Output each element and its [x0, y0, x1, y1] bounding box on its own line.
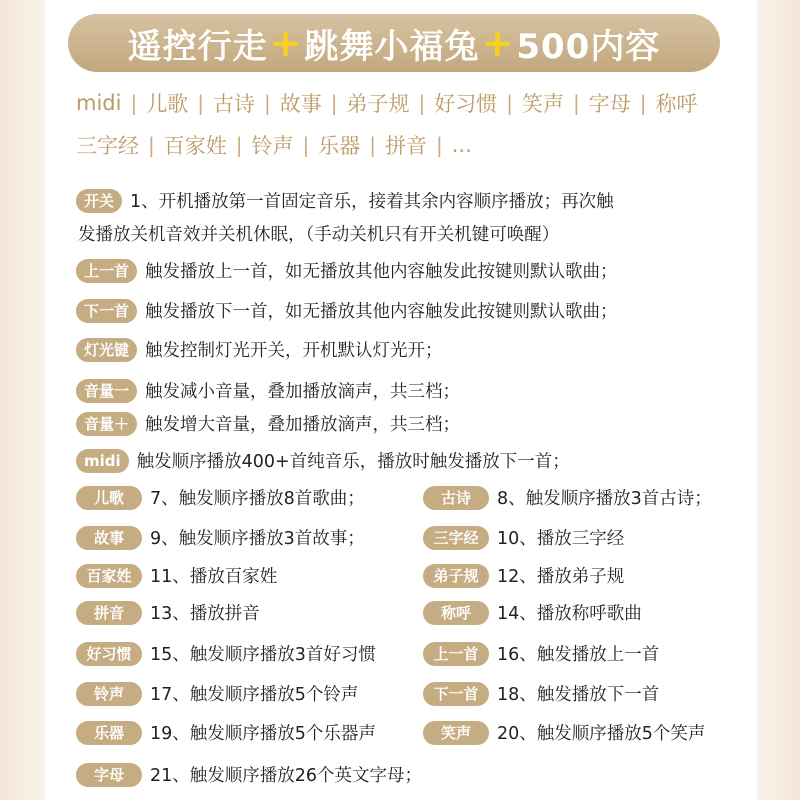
item-description: 7、触发顺序播放8首歌曲；: [150, 489, 365, 509]
list-item: [76, 448, 570, 473]
key-tag: 儿歌: [76, 486, 142, 510]
list-item: [76, 258, 618, 283]
grid-item: [76, 641, 376, 666]
category-item: 儿歌: [146, 92, 189, 116]
category-separator: |: [418, 91, 426, 115]
category-list-line-1: [76, 88, 766, 118]
category-item: 笑声: [521, 92, 564, 116]
key-tag: 上一首: [423, 642, 489, 666]
item-description: 16、触发播放上一首: [497, 645, 660, 665]
key-tag: 字母: [76, 763, 142, 787]
title-plus-2: +: [481, 21, 515, 65]
category-separator: |: [130, 91, 138, 115]
category-item: 弟子规: [346, 92, 410, 116]
grid-item: [423, 681, 659, 706]
grid-item: [423, 600, 642, 625]
key-tag: 灯光键: [76, 338, 137, 362]
key-tag: 下一首: [76, 299, 137, 323]
title-part-1: 遥控行走: [127, 26, 268, 67]
item-description: 13、播放拼音: [150, 604, 260, 624]
category-separator: |: [369, 133, 376, 157]
category-item: 好习惯: [434, 92, 498, 116]
item-description: 20、触发顺序播放5个笑声: [497, 724, 706, 744]
key-tag: 三字经: [423, 526, 489, 550]
category-separator: |: [330, 91, 338, 115]
category-item: 百家姓: [163, 134, 227, 158]
item-description: 9、触发顺序播放3首故事；: [150, 529, 365, 549]
key-tag: midi: [76, 449, 129, 473]
list-item: [76, 378, 460, 403]
grid-item: [423, 720, 705, 745]
list-item: [76, 188, 614, 213]
list-item: [76, 337, 443, 362]
item-description: 触发控制灯光开关，开机默认灯光开；: [145, 341, 443, 361]
category-list-line-2: [76, 130, 766, 160]
item-description: 触发减小音量，叠加播放滴声，共三档；: [145, 382, 461, 402]
grid-item: [76, 720, 376, 745]
item-description: 12、播放弟子规: [497, 567, 625, 587]
grid-item: [423, 485, 712, 510]
key-tag: 音量一: [76, 379, 137, 403]
category-separator: |: [197, 91, 204, 115]
title-part-3: 500内容: [516, 26, 661, 67]
key-tag: 弟子规: [423, 564, 489, 588]
item-description: 15、触发顺序播放3首好习惯: [150, 645, 376, 665]
grid-item: [76, 485, 365, 510]
key-tag: 乐器: [76, 721, 142, 745]
key-tag: 开关: [76, 189, 122, 213]
key-tag: 百家姓: [76, 564, 142, 588]
grid-item: [76, 762, 422, 787]
category-separator: |: [572, 91, 580, 115]
item-description: 21、触发顺序播放26个英文字母；: [150, 766, 423, 786]
key-tag: 故事: [76, 526, 142, 550]
item-description: 触发顺序播放400+首纯音乐，播放时触发播放下一首；: [136, 452, 570, 472]
key-tag: 下一首: [423, 682, 489, 706]
category-separator: |: [436, 133, 443, 157]
item-description: 触发播放上一首，如无播放其他内容触发此按键则默认歌曲；: [145, 262, 618, 282]
item-description: 触发增大音量，叠加播放滴声，共三档；: [145, 415, 461, 435]
grid-item: [423, 525, 624, 550]
category-item: 故事: [279, 92, 322, 116]
title-part-2: 跳舞小福兔: [304, 26, 480, 67]
category-item: 三字经: [76, 134, 139, 158]
grid-item: [423, 641, 659, 666]
key-tag: 铃声: [76, 682, 142, 706]
grid-item: [423, 563, 624, 588]
category-item: midi: [76, 91, 122, 115]
item-description: 8、触发顺序播放3首古诗；: [497, 489, 712, 509]
item-description: 触发播放下一首，如无播放其他内容触发此按键则默认歌曲；: [145, 302, 618, 322]
key-tag: 笑声: [423, 721, 489, 745]
key-tag: 拼音: [76, 601, 142, 625]
grid-item: [76, 681, 358, 706]
title-plus-1: +: [269, 21, 303, 65]
list-item: [76, 411, 460, 436]
grid-item: [76, 600, 260, 625]
list-item: [76, 298, 618, 323]
category-item: 字母: [588, 92, 631, 116]
grid-item: [76, 563, 277, 588]
category-separator: |: [148, 133, 155, 157]
category-item: ...: [451, 133, 472, 157]
item-description: 14、播放称呼歌曲: [497, 604, 642, 624]
category-separator: |: [302, 133, 310, 157]
category-item: 铃声: [251, 134, 294, 158]
item-description: 19、触发顺序播放5个乐器声: [150, 724, 376, 744]
category-item: 拼音: [385, 134, 427, 158]
item-description: 10、播放三字经: [497, 529, 625, 549]
category-separator: |: [235, 133, 243, 157]
category-separator: |: [639, 91, 647, 115]
key-tag: 称呼: [423, 601, 489, 625]
key-tag: 好习惯: [76, 642, 142, 666]
key-tag: 音量＋: [76, 412, 137, 436]
category-item: 古诗: [212, 92, 255, 116]
list-item: [78, 221, 559, 246]
item-description: 18、触发播放下一首: [497, 685, 660, 705]
item-description: 发播放关机音效并关机休眠，（手动关机只有开关机键可唤醒）: [78, 225, 560, 245]
key-tag: 古诗: [423, 486, 489, 510]
key-tag: 上一首: [76, 259, 137, 283]
category-separator: |: [263, 91, 271, 115]
category-separator: |: [506, 91, 513, 115]
item-description: 1、开机播放第一首固定音乐，接着其余内容顺序播放；再次触: [130, 192, 614, 212]
category-item: 乐器: [318, 134, 361, 158]
grid-item: [76, 525, 365, 550]
category-item: 称呼: [655, 92, 698, 116]
page-title: [68, 14, 720, 72]
item-description: 17、触发顺序播放5个铃声: [150, 685, 359, 705]
item-description: 11、播放百家姓: [150, 567, 278, 587]
